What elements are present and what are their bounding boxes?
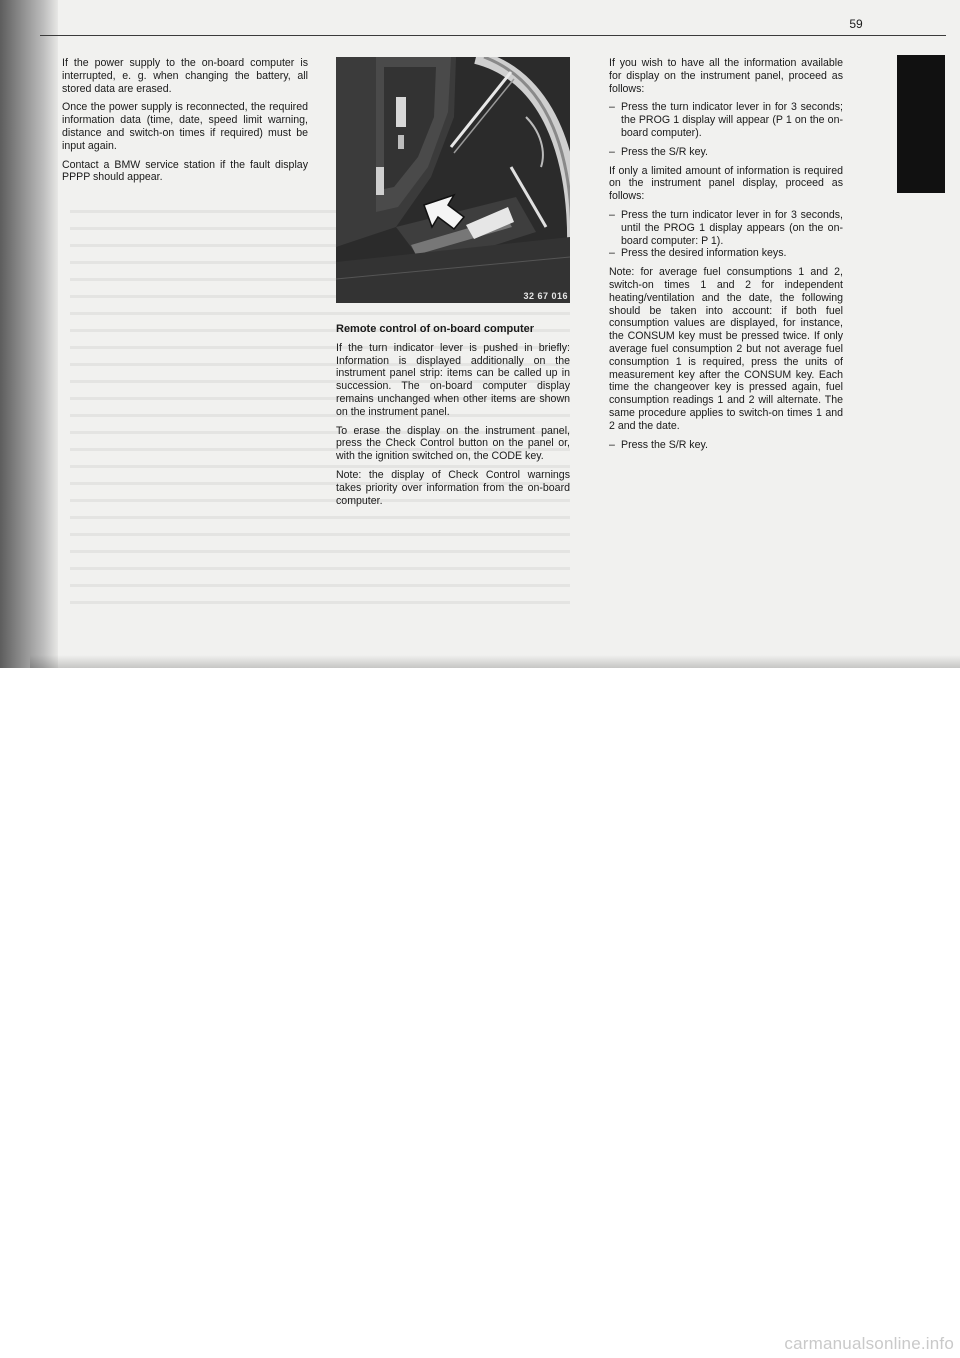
dash-marker: – — [609, 208, 615, 221]
dash-marker: – — [609, 101, 615, 114]
column-middle — [336, 323, 570, 513]
column-left — [62, 57, 308, 190]
header-rule — [40, 35, 946, 36]
list-item — [609, 146, 843, 159]
dash-marker: – — [609, 438, 615, 451]
figure-reference-code: 32 67 016 — [523, 291, 568, 301]
paragraph: Contact a BMW service station if the fault display PPPP should appear. — [62, 158, 308, 184]
section-thumb-tab — [897, 55, 945, 193]
paragraph: Note: the display of Check Control warnings takes priority over information from the on-board computer. — [336, 468, 570, 507]
list-item — [609, 439, 843, 452]
list-item — [609, 247, 843, 260]
list-item-text: Press the turn indicator lever in for 3 seconds; the PROG 1 display will appear (P 1 on the on-board computer). — [621, 101, 843, 139]
page-binding-shadow — [0, 0, 58, 668]
paragraph: If the power supply to the on-board computer is interrupted, e. g. when changing the battery, all stored data are erased. — [62, 57, 308, 95]
steering-column-illustration — [336, 57, 570, 303]
paragraph: Once the power supply is reconnected, the required information data (time, date, speed limit warning, distance and switch-on times if required) must be input again. — [62, 101, 308, 152]
list-item — [609, 209, 843, 247]
page-number: 59 — [849, 17, 863, 31]
paragraph: If only a limited amount of information is required on the instrument panel display, proceed as follows: — [609, 164, 843, 203]
paragraph: Note: for average fuel consumptions 1 and 2, switch-on times 1 and 2 for independent heating/ventilation and the date, the following should be taken into account: if both fuel consumption values are displayed, for instance, the CONSUM key must be pressed twice. If only average fuel consumption 2 but not average fuel consumption 1 is required, press the units of measurement key after the CONSUM key. Each time the changeover key is pressed again, fuel consumption readings 1 and 2 will alternate. The same procedure applies to switch-on times 1 and 2 and the date. — [609, 266, 843, 432]
section-heading: Remote control of on-board computer — [336, 323, 534, 335]
dash-marker: – — [609, 145, 615, 158]
steering-lever-figure — [336, 57, 570, 303]
list-item-text: Press the S/R key. — [621, 145, 708, 158]
list-item-text: Press the S/R key. — [621, 438, 708, 451]
dash-marker: – — [609, 247, 615, 260]
manual-page — [0, 0, 960, 668]
page-bottom-edge — [30, 655, 960, 668]
column-right — [609, 57, 843, 457]
watermark: carmanualsonline.info — [784, 1334, 954, 1353]
paragraph: To erase the display on the instrument panel, press the Check Control button on the panel or, with the ignition switched on, the CODE key. — [336, 424, 570, 463]
paragraph: If you wish to have all the information available for display on the instrument panel, proceed as follows: — [609, 57, 843, 95]
list-item-text: Press the turn indicator lever in for 3 seconds, until the PROG 1 display appears (on the on-board computer: P 1). — [621, 208, 843, 247]
list-item — [609, 101, 843, 139]
paragraph: If the turn indicator lever is pushed in briefly: Information is displayed additionally on the instrument panel strip: items can be called up in succession. The on-board computer display remains unchanged when other items are shown on the instrument panel. — [336, 341, 570, 418]
list-item-text: Press the desired information keys. — [621, 247, 787, 260]
